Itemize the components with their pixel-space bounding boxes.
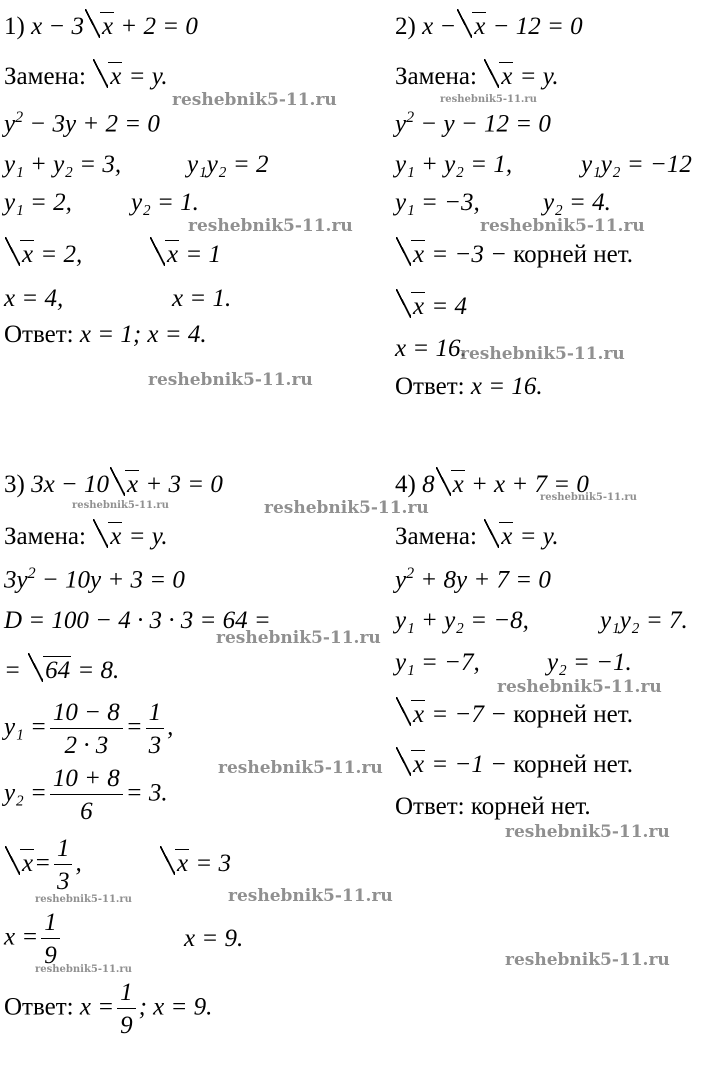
sqrt-sign: 64 [28,656,71,683]
watermark: reshebnik5-11.ru [216,628,381,648]
equation-part: x = 4, [4,285,64,312]
answer-label: Ответ: [395,373,465,400]
equation-part: = y. [128,63,168,90]
problem-1-back-sub [4,240,221,268]
watermark: reshebnik5-11.ru [148,370,313,390]
problem-4-back-sub-1 [395,700,633,727]
equation-part: = 4 [431,293,467,320]
equation-part: + 3 = 0 [145,471,223,498]
sqrt-sign: x [85,12,114,39]
equation-part: 8 [422,471,435,498]
problem-3-y2 [4,766,168,824]
problem-4-answer [395,794,591,819]
sqrt-sign: x [5,240,34,267]
problem-4-vieta [395,607,688,634]
equation-part: y₁y₂ = 7. [600,607,688,634]
sqrt-sign: x [93,522,122,549]
no-roots-text: корней нет. [513,751,633,778]
equation-part: − y − 12 = 0 [420,110,551,138]
no-roots-text: корней нет. [513,701,633,728]
problem-number: 4) [395,471,416,498]
problem-2-back-sub-1 [395,240,633,267]
equation-part: y₁y₂ = 2 [187,151,269,178]
problem-number: 3) [4,471,25,498]
sqrt-sign: x [484,62,513,89]
equation-part: y₁ + y₂ = −8, [395,607,529,634]
equation-part: = 3 [195,850,231,877]
sqrt-sign: x [396,240,425,267]
sqrt-sign: x [484,522,513,549]
substitution-label: Замена: [395,523,477,550]
equation-part: D = 100 − 4 · 3 · 3 = 64 = [4,607,271,634]
watermark: reshebnik5-11.ru [505,950,670,970]
answer-label: Ответ: [4,993,74,1021]
problem-1-x-values [4,285,232,312]
sqrt-sign: x [93,62,122,89]
no-roots-text: корней нет. [513,241,633,268]
problem-3-equation [4,470,223,497]
equation-part: = y. [519,523,559,550]
equation-part: y₁ + y₂ = 1, [395,151,513,178]
watermark: reshebnik5-11.ru [218,758,383,778]
substitution-label: Замена: [4,523,86,550]
problem-2-answer [395,374,543,399]
fraction: $\frac{1}{9}$ [41,910,60,968]
answer-value: корней нет. [470,793,591,820]
problem-2-x-value [395,336,467,361]
watermark: reshebnik5-11.ru [228,886,393,906]
answer-label: Ответ: [395,793,465,820]
equation-part: , [167,713,174,741]
watermark: reshebnik5-11.ru [35,964,132,975]
problem-1-equation [4,12,198,39]
equation-part: = 3. [125,779,168,807]
equation-part: y₂ = 1. [131,189,199,216]
problem-number: 1) [4,13,25,40]
equation-part: y₁ + y₂ = 3, [4,151,122,178]
equation-part: + 2 = 0 [120,13,198,40]
problem-2-back-sub-2 [395,292,467,319]
sqrt-sign: x [436,470,465,497]
equation-part: x − 3 [31,13,85,40]
sqrt-sign: x [396,292,425,319]
problem-1-roots [4,189,199,216]
problem-3-y1 [4,700,173,758]
equation-part: − 12 = 0 [492,13,583,40]
sqrt-sign: x [396,700,425,727]
fraction: $\frac{1}{3}$ [54,836,73,894]
equation-part: x = [4,923,39,951]
equation-part: = 8. [77,657,120,684]
problem-number: 2) [395,13,416,40]
equation-part: y₂ = −1. [547,649,632,676]
answer-value: x = 16. [470,373,543,400]
equation-part: 3x − 10 [31,471,110,498]
problem-2-quadratic: $y^2 - y - 12 = 0$ [395,109,551,138]
equation-part: 3y [4,566,28,594]
sqrt-sign: x [457,12,486,39]
problem-2-substitution [395,62,559,89]
fraction: $\frac{10 + 8}{6}$ [50,766,123,824]
equation-part: = 2, [40,241,83,268]
equation-part: + x + 7 = 0 [470,471,589,498]
fraction: $\frac{1}{9}$ [117,980,136,1038]
answer-label: Ответ: [4,321,74,348]
equation-part: − 10y + 3 = 0 [41,566,185,594]
substitution-label: Замена: [4,63,86,90]
equation-part: x = 1. [172,285,232,312]
watermark: reshebnik5-11.ru [480,216,645,236]
sqrt-sign: x [160,849,189,876]
equation-part: = 1 [185,241,221,268]
watermark: reshebnik5-11.ru [540,492,637,503]
equation-part: y₁ = −7, [395,649,480,676]
equation-part: = [4,657,21,684]
equation-part: = −7 − [431,701,507,728]
equation-part: y₂ = [4,779,47,807]
problem-3-x-values [4,909,244,969]
problem-1-answer [4,322,207,347]
answer-value: ; x = 9. [138,993,213,1021]
problem-2-vieta [395,151,692,178]
problem-3-substitution [4,522,168,549]
watermark: reshebnik5-11.ru [460,344,625,364]
sqrt-sign: x [5,849,34,876]
problem-1-quadratic: $y^2 - 3y + 2 = 0$ [4,109,160,138]
sqrt-sign: x [150,240,179,267]
equation-part: = −3 − [431,241,507,268]
equation-part: = [125,713,143,741]
equation-part: y₁ = 2, [4,189,72,216]
watermark: reshebnik5-11.ru [264,498,429,518]
problem-4-roots [395,649,632,676]
sqrt-sign: x [396,750,425,777]
watermark: reshebnik5-11.ru [188,216,353,236]
equation-part: y₁y₂ = −12 [581,151,692,178]
equation-part: y₂ = 4. [543,189,611,216]
equation-part: x = 16. [395,335,467,362]
equation-part: y₁ = −3, [395,189,480,216]
problem-3-quadratic: $3y^2 - 10y + 3 = 0$ [4,565,185,594]
substitution-label: Замена: [395,63,477,90]
problem-4-quadratic: $y^2 + 8y + 7 = 0$ [395,565,551,594]
equation-part: x = 9. [184,925,244,952]
equation-part: = −1 − [431,751,507,778]
watermark: reshebnik5-11.ru [505,822,670,842]
equation-part: = [34,849,51,877]
problem-1-substitution [4,62,168,89]
fraction: $\frac{1}{3}$ [146,700,165,758]
problem-2-equation [395,12,583,39]
answer-value: x = 1; x = 4. [79,321,207,348]
equation-part: , [75,849,82,877]
equation-part: = y. [519,63,559,90]
equation-part: − 3y + 2 = 0 [29,110,160,138]
problem-3-answer [4,980,212,1038]
problem-4-back-sub-2 [395,750,633,777]
equation-part: x − [422,13,457,40]
answer-value: x = [79,993,115,1021]
watermark: reshebnik5-11.ru [72,500,169,511]
problem-4-substitution [395,522,559,549]
sqrt-sign: x [110,470,139,497]
watermark: reshebnik5-11.ru [172,90,337,110]
equation-part: + 8y + 7 = 0 [420,566,551,594]
equation-part: y₁ = [4,713,47,741]
watermark: reshebnik5-11.ru [35,894,132,905]
watermark: reshebnik5-11.ru [497,677,662,697]
fraction: $\frac{10 - 8}{2 \cdot 3}$ [50,700,123,758]
problem-3-back-sub [4,835,231,895]
problem-1-vieta [4,151,269,178]
problem-2-roots [395,189,611,216]
watermark: reshebnik5-11.ru [440,94,537,105]
equation-part: = y. [128,523,168,550]
problem-3-sqrt-discriminant [4,656,119,683]
